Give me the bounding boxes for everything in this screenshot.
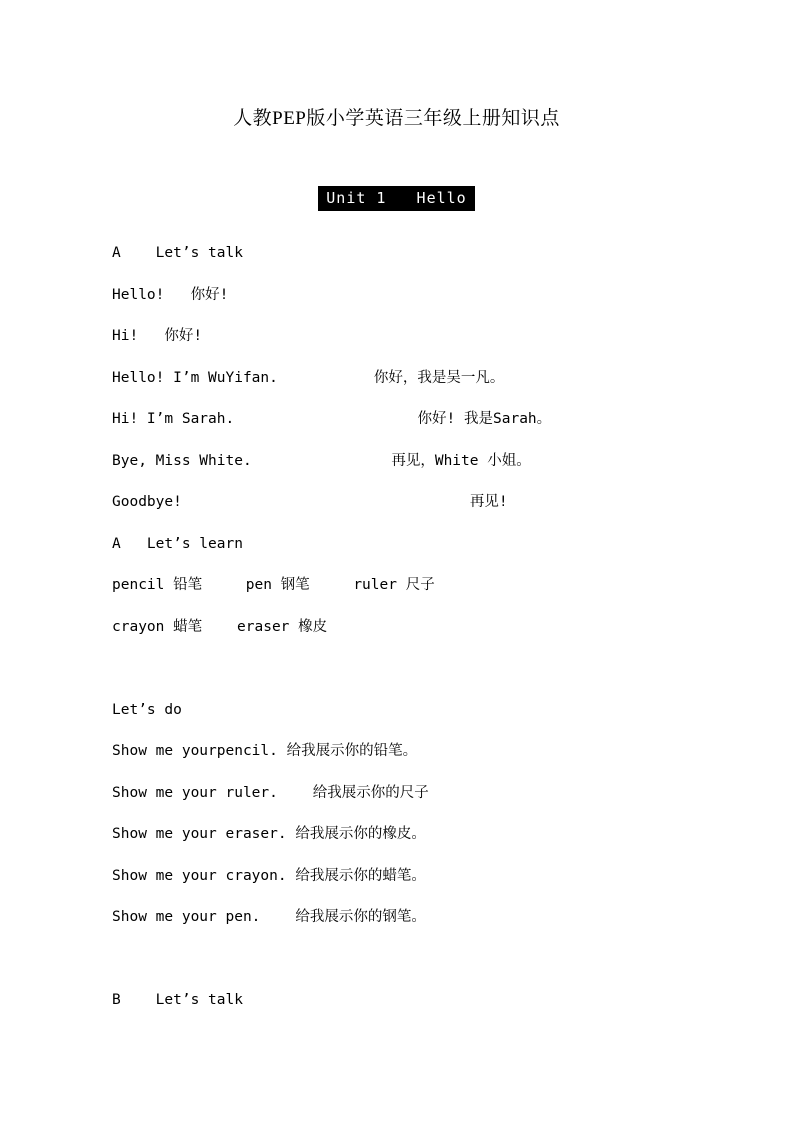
blank-line: [112, 648, 733, 690]
document-body: [0, 233, 793, 1022]
text-line: Show me your eraser. 给我展示你的橡皮。: [112, 826, 426, 842]
text-line: B Let’s talk: [112, 992, 243, 1008]
text-line: Let’s do: [112, 701, 182, 718]
text-line: Bye, Miss White. 再见，White 小姐。: [112, 452, 531, 469]
text-line: pencil 铅笔 pen 钢笔 ruler 尺子: [112, 577, 435, 593]
text-line: Show me your ruler. 给我展示你的尺子: [112, 784, 429, 801]
text-line: Show me yourpencil. 给我展示你的铅笔。: [112, 743, 418, 759]
text-line: Show me your crayon. 给我展示你的蜡笔。: [112, 867, 426, 884]
text-line: Hi! I’m Sarah. 你好! 我是Sarah。: [112, 411, 552, 427]
text-line: Goodbye! 再见!: [112, 494, 508, 510]
page-title: 人教PEP版小学英语三年级上册知识点: [233, 108, 560, 129]
unit-heading: Unit 1 Hello: [318, 186, 474, 211]
unit-heading-container: [0, 186, 793, 211]
text-line: Hello! I’m WuYifan. 你好，我是吴一凡。: [112, 369, 505, 386]
text-line: A Let’s learn: [112, 535, 243, 552]
blank-line: [112, 939, 733, 981]
text-line: Show me your pen. 给我展示你的钢笔。: [112, 909, 426, 925]
text-line: Hello! 你好!: [112, 286, 229, 303]
text-line: Hi! 你好!: [112, 328, 203, 344]
text-line: crayon 蜡笔 eraser 橡皮: [112, 618, 328, 635]
text-line: A Let’s talk: [112, 245, 243, 261]
